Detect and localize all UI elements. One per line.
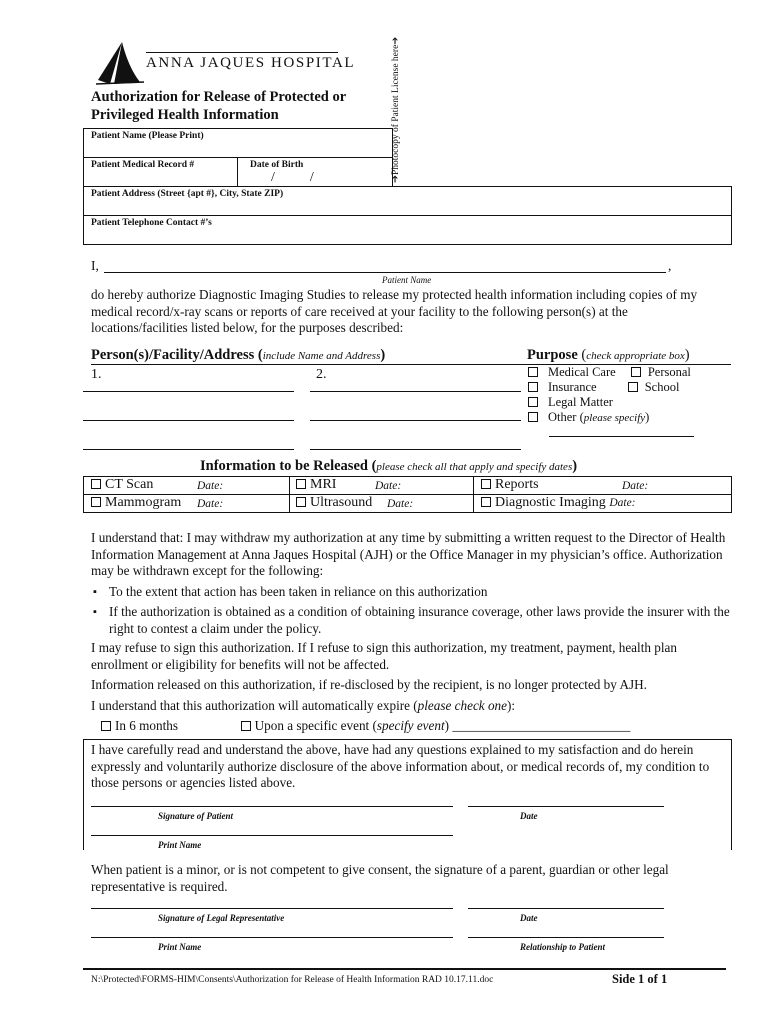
terms-paragraph-1: I understand that: I may withdraw my authorization at any time by submitting a written request to the Director of Health Information Management at Anna Jaques Hospital (AJH) or the Office Manager in my physician’s office. Authorization may be withdrawn except for the following: [91,530,726,578]
upon-event-note: specify event [376,718,445,733]
release-ct-scan [91,477,153,493]
footer-side: Side 1 of 1 [612,972,668,986]
terms-bullet-1: ▪ To the extent that action has been taken in reliance on this authorization [91,584,731,601]
authorize-paragraph: do hereby authorize Diagnostic Imaging Studies to release my protected health information including copies of my medical record/x-ray scans or reports of care received at your facility to the following person(s) at the locations/facilities listed below, for the purposes described: [91,287,698,335]
insurance-label: Insurance [548,380,597,394]
minor-text: When patient is a minor, or is not competent to give consent, the signature of a parent, guardian or other legal representative is required. [91,862,669,894]
person-1-line-1[interactable] [83,391,294,392]
medical-record-field[interactable] [83,157,238,187]
other-specify-line[interactable] [549,436,694,437]
sail-logo-icon [96,40,146,86]
hospital-name: ANNA JAQUES HOSPITAL [146,55,356,71]
mammogram-label: Mammogram [105,495,182,510]
patient-phone-field[interactable] [83,215,732,245]
hospital-name-rule [146,52,338,53]
ct-scan-label: CT Scan [105,477,154,492]
relationship-line[interactable] [468,937,664,938]
patient-phone-label: Patient Telephone Contact #’s [91,218,212,228]
person-2-line-2[interactable] [310,420,521,421]
hospital-logo [96,40,146,86]
school-checkbox[interactable] [628,382,638,392]
patient-name-field[interactable] [83,128,393,158]
mri-checkbox[interactable] [296,479,306,489]
diagnostic-imaging-date[interactable]: Date: [609,497,636,509]
acknowledgement-box [83,739,732,850]
i-suffix: , [668,258,672,273]
release-ultrasound [296,495,372,511]
legal-rep-date-line[interactable] [468,908,664,909]
ct-scan-checkbox[interactable] [91,479,101,489]
legal-rep-date-label: Date [520,913,538,923]
upon-event-checkbox[interactable] [241,721,251,731]
release-heading: Information to be Released (please check all that apply and specify dates) [200,458,578,474]
terms-bullet-2: ▪ If the authorization is obtained as a condition of obtaining insurance coverage, other laws provide the insurer with the right to contest a claim under the policy. [91,604,731,637]
reports-date[interactable]: Date: [622,480,649,492]
other-checkbox[interactable] [528,412,538,422]
license-photocopy-note: ➔Photocopy of Patient License here➔ [391,36,401,183]
upon-event-label: Upon a specific event ( [254,718,377,733]
six-months-label: In 6 months [115,718,179,733]
person-1-line-3[interactable] [83,449,294,450]
date-of-birth-label: Date of Birth [250,160,304,170]
form-title-line1: Authorization for Release of Protected or [91,89,347,105]
reports-checkbox[interactable] [481,479,491,489]
patient-name-label: Patient Name (Please Print) [91,131,204,141]
reports-label: Reports [495,477,539,492]
signature-of-legal-rep-label: Signature of Legal Representative [158,913,285,923]
patient-print-name-label: Print Name [158,840,202,850]
terms-bullets [91,584,731,638]
terms-paragraph-2: I may refuse to sign this authorization. If I refuse to sign this authorization, my treatment, payment, health plan enrollment or eligibility for benefits will not be affected. [91,640,677,672]
other-note: please specify [583,412,646,424]
release-heading-text: Information to be Released [200,458,368,474]
date-of-birth-field[interactable] [237,157,393,187]
release-col-divider-2 [473,476,474,513]
terms-paragraph-4 [91,698,731,715]
expire-options [91,718,731,735]
other-label: Other [548,410,577,424]
terms-section [91,530,731,735]
six-months-checkbox[interactable] [101,721,111,731]
legal-rep-signature-line[interactable] [91,908,453,909]
person-2-line-3[interactable] [310,449,521,450]
purpose-heading: Purpose (check appropriate box) [527,347,690,363]
insurance-checkbox[interactable] [528,382,538,392]
release-heading-note: please check all that apply and specify dates [376,461,573,473]
expire-note: please check one [417,697,508,713]
expire-prefix: I understand that this authorization will automatically expire ( [91,697,418,713]
person-1-number: 1. [91,367,102,382]
legal-rep-print-name-label: Print Name [158,942,202,952]
ct-scan-date[interactable]: Date: [197,480,224,492]
mammogram-date[interactable]: Date: [197,498,224,510]
patient-address-field[interactable] [83,186,732,216]
signature-of-patient-label: Signature of Patient [158,811,234,821]
medical-care-label: Medical Care [548,365,616,379]
patient-address-label: Patient Address (Street {apt #}, City, State ZIP) [91,189,284,199]
mammogram-checkbox[interactable] [91,497,101,507]
medical-care-checkbox[interactable] [528,367,538,377]
patient-print-name-line[interactable] [91,835,453,836]
mri-label: MRI [310,477,337,492]
purpose-heading-note: check appropriate box [586,350,685,362]
terms-paragraph-3: Information released on this authorization, if re-disclosed by the recipient, is no longer protected by AJH. [91,677,647,692]
purpose-heading-text: Purpose [527,347,578,363]
legal-label: Legal Matter [548,395,613,409]
relationship-label: Relationship to Patient [520,942,606,952]
legal-rep-print-name-line[interactable] [91,937,453,938]
persons-heading: Person(s)/Facility/Address (include Name and Address) [91,347,386,363]
ultrasound-checkbox[interactable] [296,497,306,507]
diagnostic-imaging-checkbox[interactable] [481,497,491,507]
medical-record-label: Patient Medical Record # [91,160,195,170]
legal-checkbox[interactable] [528,397,538,407]
release-mammogram [91,495,181,511]
purpose-options: Medical Care Personal Insurance School Legal Matter Other (please specify) [528,365,691,426]
form-title-line2: Privileged Health Information [91,107,279,123]
release-mri [296,477,336,493]
footer-file-path: N:\Protected\FORMS-HIM\Consents\Authorization for Release of Health Information RAD 10.17.11.doc [91,975,494,985]
persons-heading-text: Person(s)/Facility/Address [91,347,255,363]
patient-signature-line[interactable] [91,806,453,807]
personal-checkbox[interactable] [631,367,641,377]
expire-suffix: ): [507,697,516,713]
person-2-number: 2. [316,367,327,382]
school-label: School [644,380,680,394]
release-diagnostic-imaging [481,495,636,511]
person-2-line-1[interactable] [310,391,521,392]
patient-date-line[interactable] [468,806,664,807]
i-prefix: I, [91,258,99,273]
release-reports [481,477,539,493]
footer-rule [83,968,726,970]
ultrasound-date[interactable]: Date: [387,498,414,510]
release-col-divider-1 [289,476,290,513]
persons-heading-note: include Name and Address [262,350,381,362]
upon-event-line[interactable]: ) ___________________________ [444,718,631,733]
ultrasound-label: Ultrasound [310,495,373,510]
diagnostic-imaging-label: Diagnostic Imaging [495,495,606,510]
patient-date-label: Date [520,811,538,821]
person-1-line-2[interactable] [83,420,294,421]
patient-name-caption: Patient Name [382,275,432,285]
personal-label: Personal [647,365,691,379]
dob-slashes: / / [271,170,314,185]
acknowledgement-text: I have carefully read and understand the above, have had any questions explained to my satisfaction and do herein expressly and voluntarily authorize disclosure of the above information about, or medical records of, my condition to those persons or agencies listed above. [91,742,710,790]
patient-name-line[interactable] [104,272,666,273]
mri-date[interactable]: Date: [375,480,402,492]
